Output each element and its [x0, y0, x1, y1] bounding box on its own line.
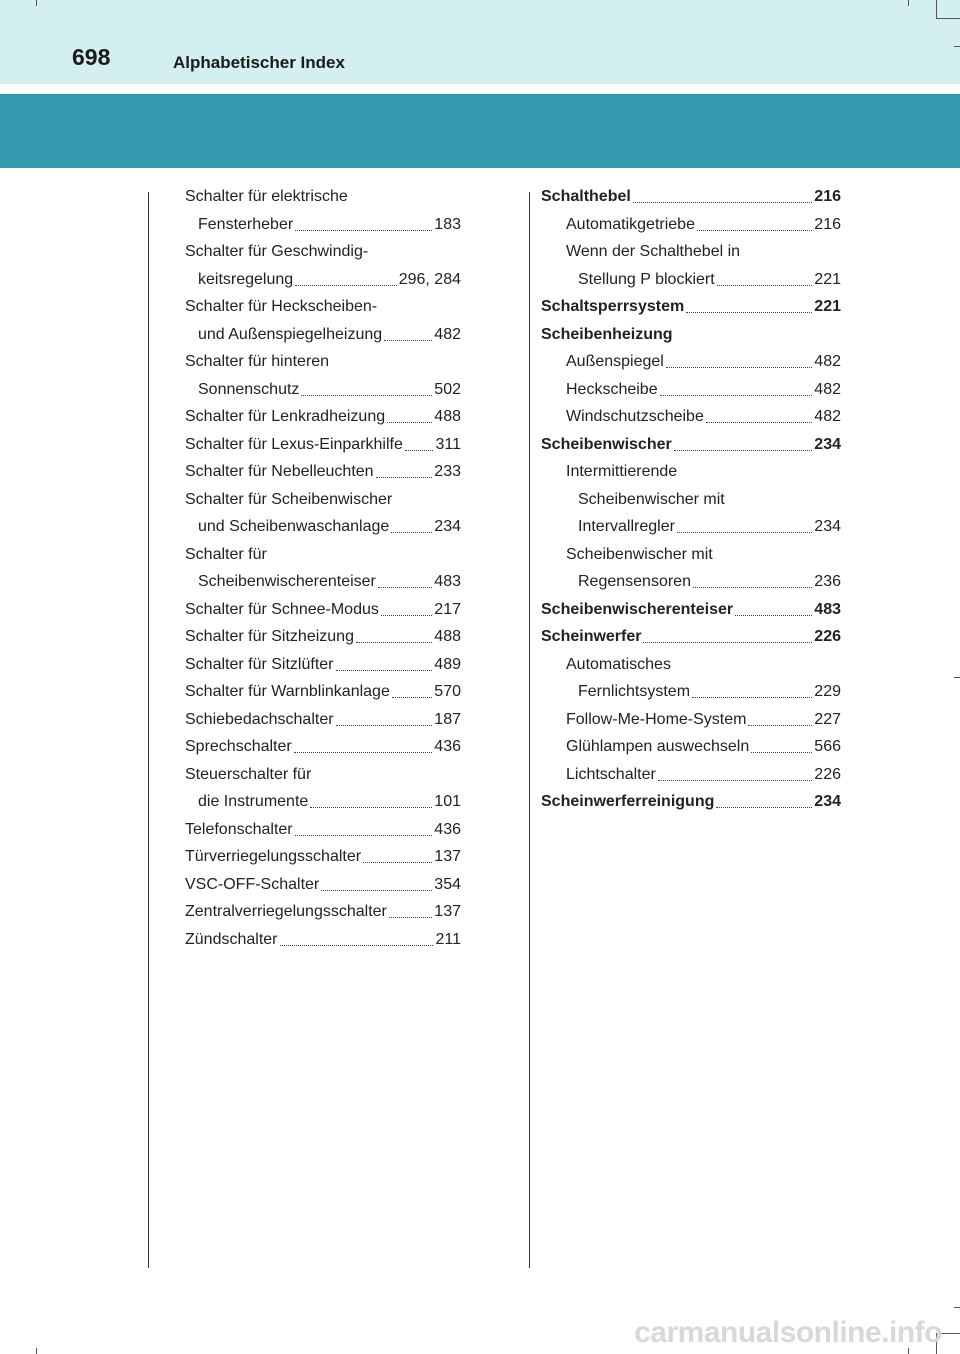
index-entry-page[interactable]: 483: [434, 573, 461, 590]
index-entry-page[interactable]: 489: [434, 655, 461, 673]
index-entry-page[interactable]: 482: [814, 408, 841, 425]
dot-leader: [660, 395, 813, 396]
index-entry-page[interactable]: 296, 284: [398, 270, 461, 288]
dot-leader: [405, 450, 434, 451]
header-band: [0, 0, 960, 84]
index-entry-page[interactable]: 488: [434, 408, 461, 425]
dot-leader: [376, 477, 433, 478]
index-entry: [185, 376, 461, 404]
index-entry: [185, 761, 461, 789]
index-entry-text: Schalter für Geschwindig-: [185, 243, 369, 260]
index-entry-page[interactable]: 234: [434, 518, 461, 535]
index-entry: [185, 788, 461, 816]
index-entry-text: Scheinwerfer: [541, 628, 642, 645]
index-entry: [541, 788, 841, 816]
index-entry-text: Automatisches: [566, 655, 671, 673]
index-entry-text: Schalter für elektrische: [185, 188, 348, 205]
crop-mark: [36, 1348, 37, 1354]
index-entry-text: Schalter für Lexus-Einparkhilfe: [185, 435, 403, 453]
index-entry-text: Stellung P blockiert: [578, 270, 715, 288]
dot-leader: [321, 890, 432, 891]
dot-leader: [392, 697, 432, 698]
crop-mark: [908, 0, 909, 6]
dot-leader: [301, 395, 432, 396]
index-entry-text: Schalter für Schnee-Modus: [185, 600, 379, 618]
index-entry-text: Schalthebel: [541, 188, 631, 205]
index-entry-page[interactable]: 101: [434, 793, 461, 810]
index-entry-text: die Instrumente: [198, 793, 309, 810]
index-entry-page[interactable]: 234: [814, 435, 841, 453]
index-entry-page[interactable]: 233: [434, 463, 461, 480]
crop-mark: [954, 46, 960, 47]
index-entry: [541, 541, 841, 569]
index-entry: [185, 321, 461, 349]
index-entry: [185, 211, 461, 239]
index-entry-text: Sprechschalter: [185, 738, 292, 755]
index-entry-text: Windschutzscheibe: [566, 408, 704, 425]
index-entry: [185, 871, 461, 899]
dot-leader: [633, 202, 812, 203]
index-entry-text: Heckscheibe: [566, 380, 658, 398]
right-column-rule: [529, 192, 530, 1268]
crop-mark: [954, 677, 960, 678]
index-entry-page[interactable]: 234: [814, 793, 841, 810]
index-entry: [541, 706, 841, 734]
dot-leader: [378, 587, 432, 588]
dot-leader: [686, 312, 812, 313]
index-entry-text: Glühlampen auswechseln: [566, 738, 750, 755]
index-entry-text: Intermittierende: [566, 463, 678, 480]
index-entry-text: Schalter für hinteren: [185, 353, 330, 370]
index-entry-page[interactable]: 311: [435, 435, 461, 453]
index-entry-text: Lichtschalter: [566, 765, 656, 783]
index-entry-page[interactable]: 482: [814, 353, 841, 370]
watermark: carmanualsonline.info: [634, 1316, 942, 1349]
index-entry-page[interactable]: 488: [434, 628, 461, 645]
index-entry: [541, 761, 841, 789]
index-entry: [541, 486, 841, 514]
index-entry-text: Fernlichtsystem: [578, 683, 691, 700]
index-entry-text: Fensterheber: [198, 215, 294, 233]
index-entry-text: Intervallregler: [578, 518, 675, 535]
page-title: Alphabetischer Index: [173, 53, 345, 72]
dot-leader: [697, 230, 812, 231]
dot-leader: [748, 725, 812, 726]
dot-leader: [692, 697, 812, 698]
index-entry-page[interactable]: 183: [434, 215, 461, 233]
crop-mark: [936, 18, 960, 19]
dot-leader: [716, 807, 812, 808]
index-entry-page[interactable]: 187: [434, 710, 461, 728]
index-entry-text: Schaltsperrsystem: [541, 298, 685, 315]
dot-leader: [751, 752, 812, 753]
index-entry: [541, 733, 841, 761]
index-column-left: [185, 183, 461, 953]
index-entry-text: und Scheibenwaschanlage: [198, 518, 390, 535]
index-entry-page[interactable]: 226: [814, 765, 841, 783]
index-entry-text: Follow-Me-Home-System: [566, 710, 747, 728]
index-entry-page[interactable]: 482: [434, 325, 461, 343]
dot-leader: [643, 642, 812, 643]
index-entry-text: Schiebedachschalter: [185, 710, 334, 728]
crop-mark: [36, 0, 37, 6]
dot-leader: [674, 450, 813, 451]
index-entry-page[interactable]: 236: [814, 573, 841, 590]
index-entry-page[interactable]: 354: [434, 875, 461, 893]
dot-leader: [389, 917, 432, 918]
index-entry-text: Schalter für Sitzheizung: [185, 628, 354, 645]
index-entry-text: Schalter für Sitzlüfter: [185, 655, 334, 673]
index-entry: [541, 183, 841, 211]
index-entry-text: Scheibenwischer: [541, 435, 672, 453]
index-entry: [541, 513, 841, 541]
index-entry: [185, 458, 461, 486]
index-entry: [185, 431, 461, 459]
index-entry: [185, 816, 461, 844]
index-entry-text: Schalter für Heckscheiben-: [185, 298, 378, 315]
index-entry: [185, 623, 461, 651]
index-entry-text: Türverriegelungsschalter: [185, 848, 362, 865]
index-entry-page[interactable]: 227: [814, 710, 841, 728]
dot-leader: [295, 835, 433, 836]
index-entry: [541, 623, 841, 651]
index-entry-page[interactable]: 221: [814, 270, 841, 288]
index-entry-page[interactable]: 229: [814, 683, 841, 700]
index-entry: [541, 238, 841, 266]
index-entry-page[interactable]: 570: [434, 683, 461, 700]
dot-leader: [735, 615, 812, 616]
dot-leader: [384, 340, 432, 341]
index-entry: [185, 293, 461, 321]
index-entry-text: Schalter für Lenkradheizung: [185, 408, 386, 425]
index-entry: [541, 321, 841, 349]
index-entry: [541, 293, 841, 321]
index-entry-text: Wenn der Schalthebel in: [566, 243, 741, 260]
index-entry: [541, 211, 841, 239]
index-entry-page[interactable]: 436: [434, 738, 461, 755]
index-entry-text: Scheinwerferreinigung: [541, 793, 715, 810]
index-entry: [185, 486, 461, 514]
index-entry: [185, 596, 461, 624]
dot-leader: [356, 642, 432, 643]
index-entry-text: Steuerschalter für: [185, 765, 312, 783]
dot-leader: [295, 285, 397, 286]
dot-leader: [381, 615, 432, 616]
index-entry-text: keitsregelung: [198, 270, 294, 288]
index-entry-page[interactable]: 566: [814, 738, 841, 755]
index-entry: [185, 706, 461, 734]
index-entry-text: Sonnenschutz: [198, 380, 300, 398]
index-entry-text: Scheibenheizung: [541, 325, 673, 343]
index-entry-page[interactable]: 482: [814, 380, 841, 398]
index-entry-page[interactable]: 483: [814, 600, 841, 618]
index-entry-text: Regensensoren: [578, 573, 691, 590]
index-entry-page[interactable]: 226: [814, 628, 841, 645]
index-entry: [185, 733, 461, 761]
index-entry-page[interactable]: 502: [434, 380, 461, 398]
index-entry: [541, 431, 841, 459]
index-entry-text: Schalter für Nebelleuchten: [185, 463, 374, 480]
page-number: 698: [72, 44, 111, 70]
index-entry-page[interactable]: 216: [814, 188, 841, 205]
index-entry: [185, 843, 461, 871]
index-entry: [185, 568, 461, 596]
index-entry: [185, 513, 461, 541]
left-column-rule: [148, 192, 149, 1268]
index-entry: [185, 266, 461, 294]
index-entry-text: Außenspiegel: [566, 353, 664, 370]
crop-mark: [954, 1307, 960, 1308]
index-entry-text: Zentralverriegelungsschalter: [185, 903, 387, 920]
dot-leader: [363, 862, 432, 863]
index-entry-text: und Außenspiegelheizung: [198, 325, 383, 343]
dot-leader: [294, 752, 433, 753]
dot-leader: [717, 285, 813, 286]
section-band: [0, 94, 960, 168]
dot-leader: [387, 422, 432, 423]
index-entry: [185, 348, 461, 376]
index-entry: [185, 926, 461, 954]
index-entry-page[interactable]: 137: [434, 903, 461, 920]
index-entry: [541, 376, 841, 404]
index-entry-text: Telefonschalter: [185, 820, 293, 838]
dot-leader: [706, 422, 812, 423]
index-entry-text: Scheibenwischer mit: [578, 490, 725, 508]
index-entry: [185, 898, 461, 926]
dot-leader: [280, 945, 434, 946]
dot-leader: [666, 367, 812, 368]
index-entry-text: Schalter für: [185, 545, 267, 563]
index-entry-text: VSC-OFF-Schalter: [185, 875, 320, 893]
index-entry: [185, 238, 461, 266]
index-entry: [185, 541, 461, 569]
index-entry: [541, 348, 841, 376]
index-entry-text: Scheibenwischerenteiser: [541, 600, 734, 618]
dot-leader: [336, 670, 433, 671]
dot-leader: [658, 780, 812, 781]
dot-leader: [391, 532, 432, 533]
dot-leader: [693, 587, 812, 588]
index-entry: [541, 568, 841, 596]
index-entry: [185, 403, 461, 431]
index-entry: [541, 266, 841, 294]
index-entry: [185, 183, 461, 211]
index-entry: [541, 458, 841, 486]
crop-mark: [936, 0, 937, 18]
index-entry-page[interactable]: 221: [814, 298, 841, 315]
dot-leader: [295, 230, 432, 231]
index-entry: [541, 651, 841, 679]
index-entry-page[interactable]: 217: [434, 600, 461, 618]
index-entry-page[interactable]: 137: [434, 848, 461, 865]
index-entry-text: Scheibenwischerenteiser: [198, 573, 376, 590]
index-entry: [185, 678, 461, 706]
dot-leader: [310, 807, 432, 808]
index-entry-text: Automatikgetriebe: [566, 215, 695, 233]
index-entry-page[interactable]: 436: [434, 820, 461, 838]
index-entry-page[interactable]: 234: [814, 518, 841, 535]
index-entry: [541, 596, 841, 624]
index-column-right: [541, 183, 841, 816]
dot-leader: [336, 725, 433, 726]
index-entry-page[interactable]: 216: [814, 215, 841, 233]
index-entry-text: Scheibenwischer mit: [566, 545, 713, 563]
index-entry: [185, 651, 461, 679]
index-entry: [541, 403, 841, 431]
index-entry-text: Schalter für Warnblinkanlage: [185, 683, 390, 700]
index-entry-text: Schalter für Scheibenwischer: [185, 490, 393, 508]
index-entry-text: Zündschalter: [185, 930, 278, 948]
dot-leader: [677, 532, 812, 533]
index-entry: [541, 678, 841, 706]
index-entry-page[interactable]: 211: [435, 930, 461, 948]
